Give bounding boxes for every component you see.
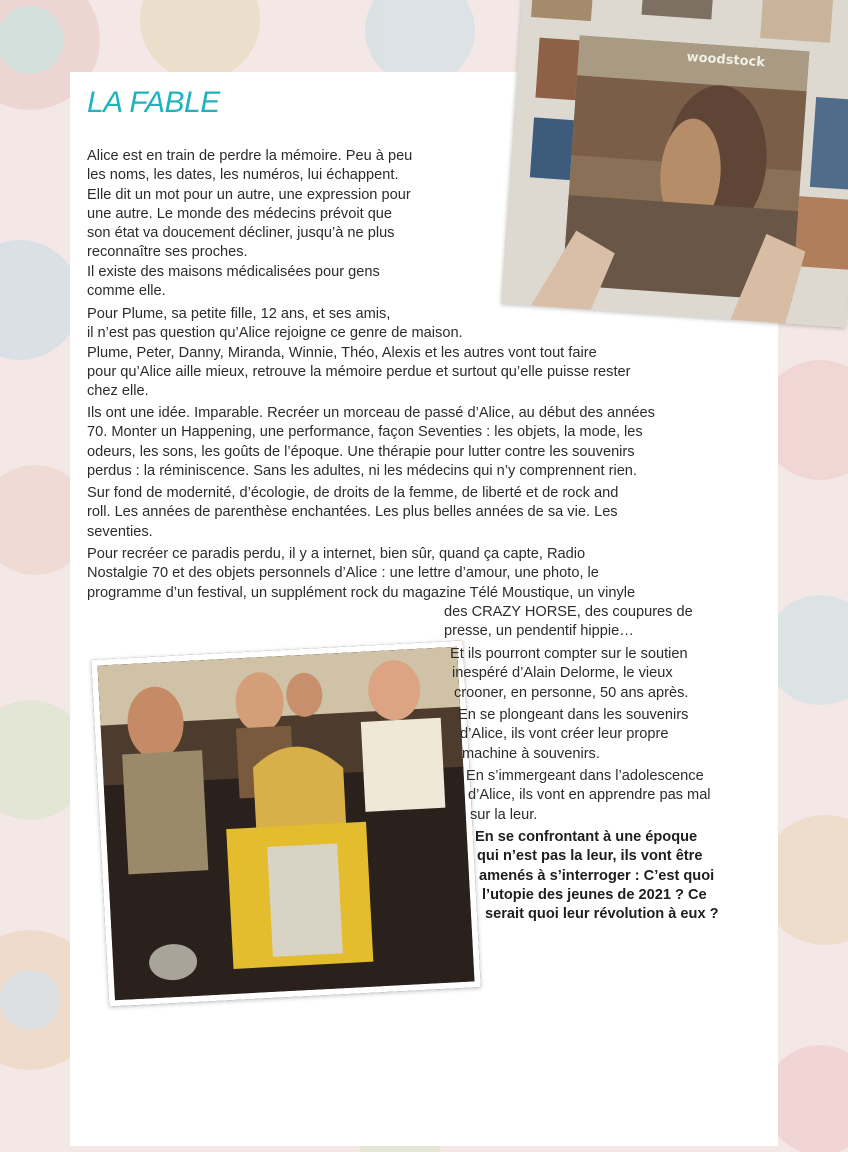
paragraph-8: Et ils pourront compter sur le soutien inespéré d’Alain Delorme, le vieux crooner, en personne, 50 ans après. [450, 646, 689, 701]
paragraph-4: Ils ont une idée. Imparable. Recréer un morceau de passé d’Alice, au début des années 70. Monter un Happening, une performance, façon Seventies : les objets, la mode, les odeurs, les sons, les goûts de l’époque. Une thérapie pour lutter contre les souvenirs perdus : la réminiscence. Sans les adultes, ni les médecins qui n’y comprennent rien. [87, 405, 655, 479]
paragraph-7: des CRAZY HORSE, des coupures de presse, un pendentif hippie… [444, 604, 693, 640]
album-cover-text: woodstock [686, 49, 766, 71]
paragraph-6: Pour recréer ce paradis perdu, il y a internet, bien sûr, quand ça capte, Radio Nostalgie 70 et des objets personnels d’Alice : une lettre d’amour, une photo, le programme d’un festival, un supplément rock du magazine Télé Moustique, un vinyle [87, 546, 636, 601]
paragraph-1: Alice est en train de perdre la mémoire. Peu à peu les noms, les dates, les numéros, lui échappent. Elle dit un mot pour un autre, une expression pour une autre. Le monde des médecins prévoit que son état va doucement décliner, jusqu’à ne plus reconnaître ses proches. [87, 148, 413, 261]
paragraph-9: En se plongeant dans les souvenirs d’Alice, ils vont créer leur propre machine à souvenirs. [458, 707, 689, 762]
paragraph-10: En s’immergeant dans l’adolescence d’Alice, ils vont en apprendre pas mal sur la leur. [466, 768, 711, 823]
paragraph-5: Sur fond de modernité, d’écologie, de droits de la femme, de liberté et de rock and roll. Les années de parenthèse enchantées. Les plus belles années de sa vie. Les seventies. [87, 485, 619, 540]
paragraph-11: En se confrontant à une époque qui n’est pas la leur, ils vont être amenés à s’interroger : C’est quoi l’utopie des jeunes de 2021 ? Ce serait quoi leur révolution à eux ? [475, 829, 719, 923]
paragraph-3: Pour Plume, sa petite fille, 12 ans, et ses amis, il n’est pas question qu’Alice rejoigne ce genre de maison. Plume, Peter, Danny, Miranda, Winnie, Théo, Alexis et les autres vont tout faire pour qu’Alice aille mieux, retrouve la mémoire perdue et surtout qu’elle puisse rester chez elle. [87, 306, 631, 400]
vinyl-photo [501, 0, 848, 328]
car-family-photo [91, 641, 481, 1007]
page-title: LA FABLE [87, 86, 220, 119]
paragraph-2: Il existe des maisons médicalisées pour gens comme elle. [87, 264, 380, 300]
